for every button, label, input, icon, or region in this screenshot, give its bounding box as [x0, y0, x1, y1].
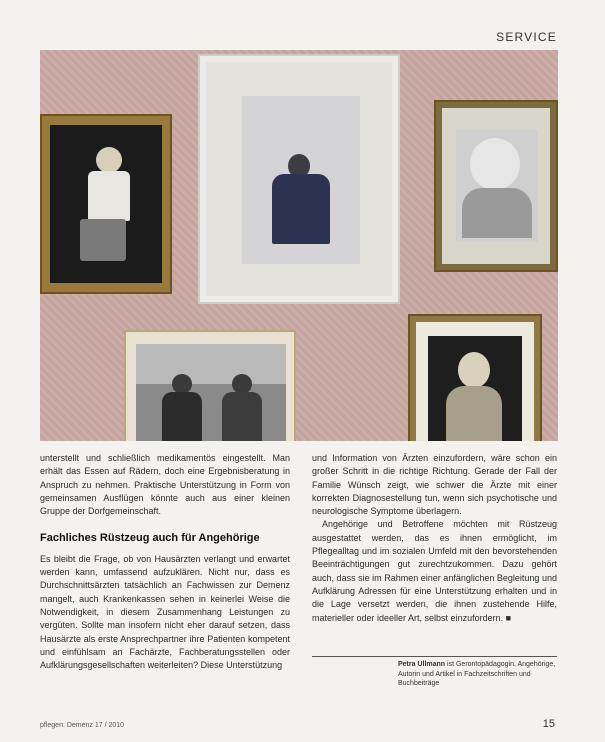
section-label: SERVICE: [496, 30, 557, 44]
header-photo: [40, 50, 558, 441]
author-box: [398, 660, 558, 689]
author-name: Petra Ullmann: [398, 661, 446, 668]
body-column-right: [312, 452, 557, 625]
paragraph: unterstellt und schließlich medikamentös eingestellt. Man erhält das Essen auf Rädern, doch eine Ergebnisberatung in Anspruch zu nehmen. Praktische Unterstützung in Form von gemeinsamen Ausflügen könnte auch aus einer kleinen Gruppe der Dorfgemeinschaft.: [40, 453, 290, 517]
paragraph: und Information von Ärzten einzufordern, wäre schon ein großer Schritt in die richtige Richtung. Gerade der Fall der Familie Wünsch zeigt, wie schwer die Ärzte mit einer korrekten Diagnosestellung tun, wenn sich psychotische und neurologische Symptome überlagern.: [312, 453, 557, 517]
page-number: 15: [542, 718, 555, 730]
author-rule: [312, 656, 557, 657]
frame-man: [198, 54, 400, 304]
author-bio: ist Gerontopädagogin, Angehörige, Autorin und Artikel in Fachzeitschriften und Buchbeiträge: [398, 661, 556, 687]
frame-baby: [434, 100, 558, 272]
body-column-left: [40, 452, 290, 672]
frame-couple: [124, 330, 296, 441]
frame-portrait: [408, 314, 542, 441]
paragraph-text: Angehörige und Betroffene möchten mit Rüstzeug ausgestattet werden, das es ihnen ermöglicht, im Pflegealltag und im sozialen Umfeld mit den bevorstehenden Beeinträchtigungen gut zurechtzukommen. Dazu gehört auch, dass sie im Rahmen einer anfänglichen Begleitung und Aufklärung Adressen für eine Unterstützung erhalten und in die Lage versetzt werden, die ihnen zustehende Hilfe, materieller oder ideeller Art, selbst einzufordern.: [312, 519, 557, 623]
frame-girl: [40, 114, 172, 294]
footer-publication: pflegen: Demenz 17 / 2010: [40, 722, 125, 729]
paragraph: Es bleibt die Frage, ob von Hausärzten verlangt und erwartet werden kann, umfassend aufzuklären. Nicht nur, dass es Durchschnittsärzten tatsächlich an Fachwissen zur Demenz mangelt, auch Krankenkassen sehen in keinerlei Weise die Notwendigkeit, in diesem Zusammenhang Leistungen zu vergüten. Sollte man insofern nicht eher darauf setzen, dass Hausärzte als erste Ansprechpartner ihre Patienten kompetent und einfühlsam an Fachärzte, Fachberatungsstellen oder Aufklärungsgesellschaften weiterleiten? Diese Unterstützung: [40, 553, 290, 671]
paragraph: [312, 518, 557, 624]
end-mark: ■: [505, 612, 512, 623]
subheading: Fachliches Rüstzeug auch für Angehörige: [40, 532, 260, 545]
